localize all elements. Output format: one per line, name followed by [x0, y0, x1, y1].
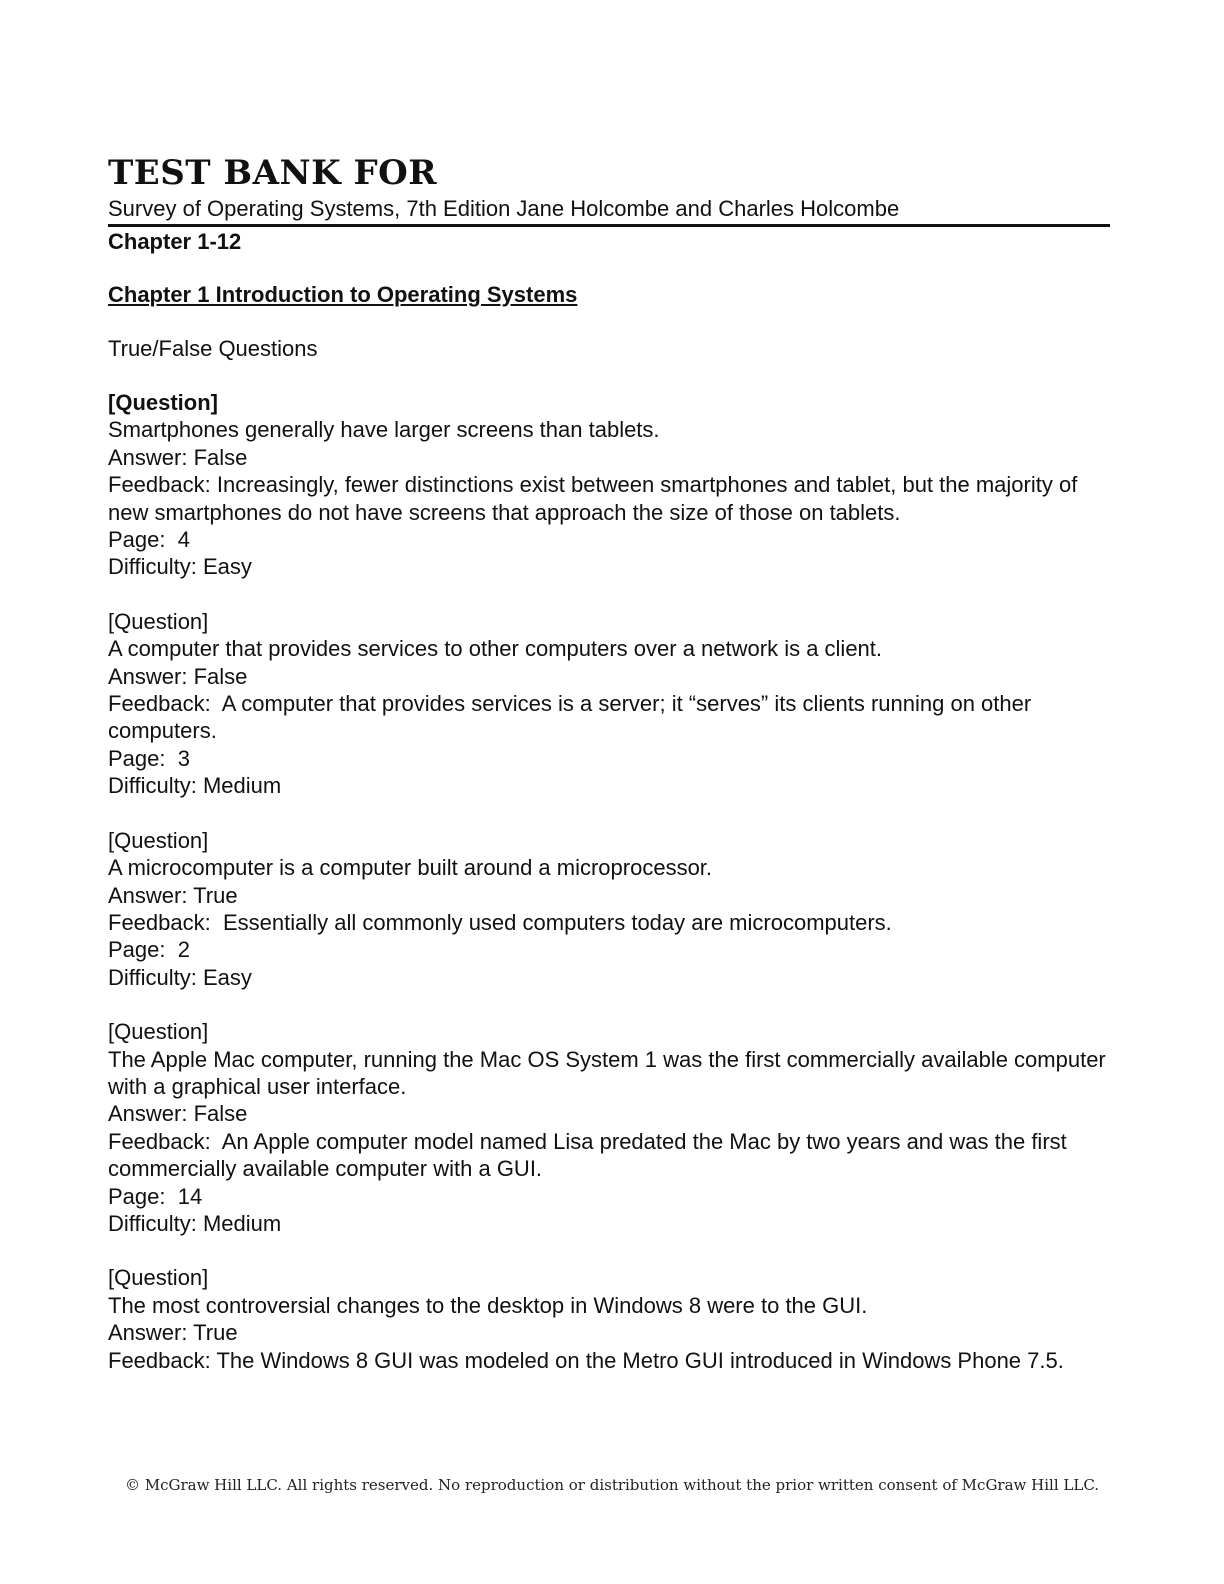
question-label: [Question] — [108, 608, 209, 634]
question-page: Page: 3 — [108, 745, 190, 771]
chapter-range: Chapter 1-12 — [108, 229, 242, 254]
question-text: A microcomputer is a computer built around a microprocessor. — [108, 855, 713, 881]
question-text: The Apple Mac computer, running the Mac OS System 1 was the first commercially available computer with a graphical user interface. — [108, 1046, 1112, 1099]
question-item — [108, 389, 1110, 581]
question-answer: Answer: True — [108, 1320, 238, 1346]
question-item — [108, 827, 1110, 991]
question-feedback: Feedback: Increasingly, fewer distinctions exist between smartphones and tablet, but the majority of new smartphones do not have screens that approach the size of those on tablets. — [108, 472, 1084, 525]
question-feedback: Feedback: Essentially all commonly used computers today are microcomputers. — [108, 909, 892, 935]
question-text: A computer that provides services to other computers over a network is a client. — [108, 636, 883, 662]
question-feedback: Feedback: A computer that provides services is a server; it “serves” its clients running on other computers. — [108, 691, 1038, 744]
question-item — [108, 1264, 1110, 1374]
banner-title: TEST BANK FOR — [108, 153, 438, 193]
question-item — [108, 1018, 1110, 1237]
question-answer: Answer: False — [108, 444, 248, 470]
question-text: The most controversial changes to the desktop in Windows 8 were to the GUI. — [108, 1292, 868, 1318]
question-difficulty: Difficulty: Easy — [108, 964, 252, 990]
question-page: Page: 14 — [108, 1183, 203, 1209]
question-list — [108, 389, 1110, 1374]
question-difficulty: Difficulty: Medium — [108, 773, 282, 799]
document-page — [108, 152, 1110, 1401]
question-feedback: Feedback: An Apple computer model named Lisa predated the Mac by two years and was the first commercially available computer with a GUI. — [108, 1128, 1073, 1182]
question-difficulty: Difficulty: Easy — [108, 554, 252, 580]
question-answer: Answer: False — [108, 663, 248, 689]
question-label: [Question] — [108, 1265, 209, 1291]
question-label: [Question] — [108, 827, 209, 853]
question-answer: Answer: True — [108, 882, 238, 908]
question-page: Page: 2 — [108, 937, 190, 963]
question-answer: Answer: False — [108, 1101, 248, 1127]
question-difficulty: Difficulty: Medium — [108, 1210, 282, 1236]
question-label: [Question] — [108, 390, 218, 415]
question-text: Smartphones generally have larger screens than tablets. — [108, 417, 660, 443]
chapter-title: Chapter 1 Introduction to Operating Systems — [108, 282, 578, 307]
section-heading: True/False Questions — [108, 336, 318, 361]
question-feedback: Feedback: The Windows 8 GUI was modeled on the Metro GUI introduced in Windows Phone 7.5. — [108, 1347, 1064, 1373]
question-item — [108, 608, 1110, 800]
question-label: [Question] — [108, 1019, 209, 1045]
book-subtitle: Survey of Operating Systems, 7th Edition Jane Holcombe and Charles Holcombe — [108, 194, 1110, 227]
question-page: Page: 4 — [108, 527, 190, 553]
copyright-footer: © McGraw Hill LLC. All rights reserved. No reproduction or distribution without the prior written consent of McGraw Hill LLC. — [124, 1476, 1100, 1494]
